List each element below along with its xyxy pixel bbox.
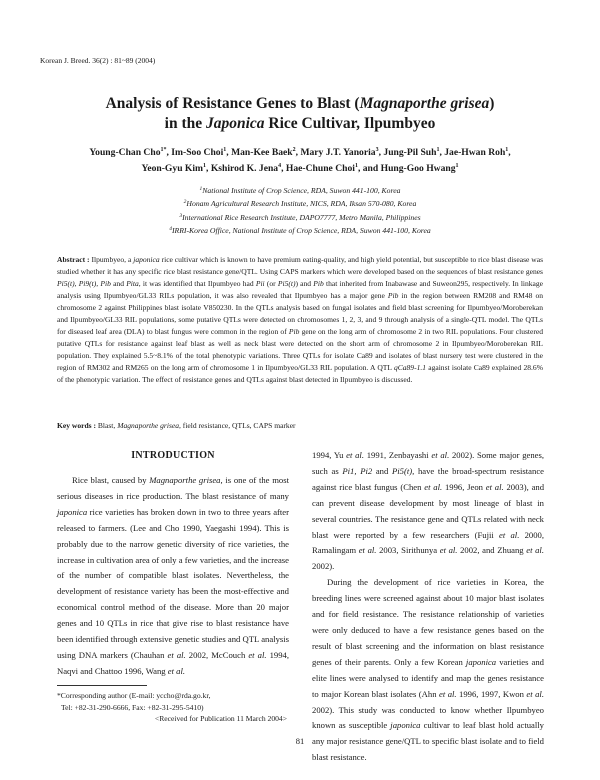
- author-list: [30, 145, 570, 177]
- affiliation: $^2$Honam Agricultural Research Institute, NICS, RDA, Iksan 570-080, Korea: [183, 199, 417, 209]
- author: Yeon-Gyu Kim$^1$: [141, 163, 207, 174]
- author: Jae-Hwan Roh$^1$: [444, 147, 509, 158]
- affiliation: $^1$National Institute of Crop Science, RDA, Suwon 441-100, Korea: [199, 186, 401, 195]
- abstract: Abstract : Ilpumbyeo, a japonica rice cultivar which is known to have premium eating-quality, and high yield potential, but susceptible to rice blast disease was studied whether it has any specific rice blast resistance gene/QTL. Using CAPS markers which were developed based on the sequences of blast resistance genes Pi5(t), Pi9(t), Pib and Pita, it was identified that Ilpumbyeo had Pii (or Pi5(t)) and Pib that inherited from Inabawase and Suweon295, respectively. In linkage analysis using Ilpumbyeo/GL33 RILs population, it was also revealed that Ilpumbyeo has a major gene Pib in the region between RM208 and RM48 on chromosome 2 against Philippines blast isolate V850230. In the QTLs analysis based on fungal isolates and field blast screening for Ilpumbyeo/Moroberekan and Ilpumbyeo/GL33 RIL populations, some putative QTLs were detected on chromosomes 1, 2, 3, and 9 through analysis of a single-QTL model. The QTLs for diseased leaf area (DLA) to blast fungus were common in the region of Pib gene on the long arm of chromosome 2 in two RIL populations. Four clustered putative QTLs for resistance against leaf blast as well as neck blast were detected on the short arm of chromosome 2 in Ilpumbyeo/Moroberekan RIL population. They explained 5.5~8.1% of the total phenotypic variations. Three QTLs for isolate Ca89 and isolates of blast nursery test were clustered in the region of RM302 and RM265 on the long arm of chromosome 1 in Ilpumbyeo/GL33 RIL population. A QTL qCa89-1.1 against isolate Ca89 explained 28.6% of the phenotypic variation. The effect of resistance genes and QTLs against blast detected in Ilpumbyeo is discussed.: [57, 255, 544, 385]
- footnote: [57, 690, 289, 725]
- body-column-right: [312, 448, 544, 766]
- paragraph: 1994, Yu et al. 1991, Zenbayashi et al. 2002). Some major genes, such as Pi1, Pi2 and Pi5(t), have the broad-spectrum resistance against rice blast fungus (Chen et al. 1996, Jeon et al. 2003), and can prevent disease development by most lineage of blast in several countries. The resistance gene and QTLs related with neck blast were reported by a few researchers (Fujii et al. 2000, Ramalingam et al. 2003, Sirithunya et al. 2002, and Zhuang et al. 2002).: [312, 450, 545, 572]
- body-column-left: [57, 473, 289, 680]
- author: Young-Chan Cho$^{1*}$: [89, 147, 167, 158]
- author: Hung-Goo Hwang$^1$: [380, 163, 459, 174]
- affiliation-list: [30, 184, 570, 238]
- abstract-label: Abstract :: [57, 255, 90, 264]
- paragraph: During the development of rice varieties in Korea, the breeding lines were screened against about 10 major blast isolates and for field resistance. The resistance relationship of varieties were only deduced to have a few resistance genes based on the result of blast screening and the information on blast resistance genes of their parents. Only a few Korean japonica varieties and elite lines were analysed to identify and map the genes resistance to major Korean blast isolates (Ahn et al. 1996, 1997, Kwon et al. 2002). This study was conducted to know whether Ilpumbyeo known as susceptible japonica cultivar to leaf blast hold actually any major resistance gene/QTL to specific blast isolate and to field blast resistance.: [312, 577, 544, 763]
- corresponding-author: *Corresponding author (E-mail: yccho@rda.go.kr,: [57, 691, 211, 700]
- contact-phone: Tel: +82-31-290-6666, Fax: +82-31-295-5410): [61, 702, 204, 712]
- author: Kshirod K. Jena$^4$: [210, 163, 282, 174]
- author: Jung-Pil Suh$^1$: [383, 147, 440, 158]
- title-line-2: in the Japonica Rice Cultivar, Ilpumbyeo: [164, 115, 436, 132]
- author: Hae-Chune Choi$^1$: [285, 163, 358, 174]
- affiliation: $^3$International Rice Research Institute, DAPO7777, Metro Manila, Philippines: [179, 212, 421, 222]
- affiliation: $^4$IRRI-Korea Office, National Institute of Crop Science, RDA, Suwon 441-100, Korea: [169, 226, 431, 236]
- section-heading-introduction: INTRODUCTION: [131, 450, 215, 461]
- received-date: <Received for Publication 11 March 2004>: [154, 714, 287, 724]
- author: Mary J.T. Yanoria$^3$: [300, 147, 379, 158]
- author-line-2: Yeon-Gyu Kim$^1$, Kshirod K. Jena$^4$, Hae-Chune Choi$^1$, and Hung-Goo Hwang$^1$: [141, 163, 459, 174]
- page-number: 81: [295, 736, 305, 746]
- paragraph: Rice blast, caused by Magnaporthe grisea, is one of the most serious diseases in rice production. The blast resistance of many japonica rice varieties has broken down in two to three years after released to farmers. (Lee and Cho 1990, Yaegashi 1994). This is probably due to the narrow genetic diversity of rice varieties, the increase in cultivation area of only a few varieties, and the increase of the number of compatible blast isolates. Nevertheless, the development of resistance variety has been the most-effective and economical control method of the disease. More than 20 major genes and 10 QTLs in rice that give rise to blast resistance have been identified through extensive genetic studies and QTL analysis using DNA markers (Chauhan et al. 2002, McCouch et al. 1994, Naqvi and Chattoo 1996, Wang et al.: [57, 475, 289, 676]
- keywords-label: Key words :: [57, 421, 96, 430]
- author-line-1: Young-Chan Cho$^{1*}$, Im-Soo Choi$^1$, Man-Kee Baek$^2$, Mary J.T. Yanoria$^3$, Jung-Pil Suh$^1$, Jae-Hwan Roh$^1$,: [89, 147, 511, 158]
- footnote-divider: [57, 685, 147, 686]
- author: Im-Soo Choi$^1$: [171, 147, 227, 158]
- title-line-1: Analysis of Resistance Genes to Blast (Magnaporthe grisea): [105, 95, 495, 112]
- author: Man-Kee Baek$^2$: [231, 147, 296, 158]
- paper-title: [30, 94, 570, 134]
- journal-citation: Korean J. Breed. 36(2) : 81~89 (2004): [40, 56, 156, 65]
- keywords: Key words : Blast, Magnaporthe grisea, field resistance, QTLs, CAPS marker: [57, 421, 296, 430]
